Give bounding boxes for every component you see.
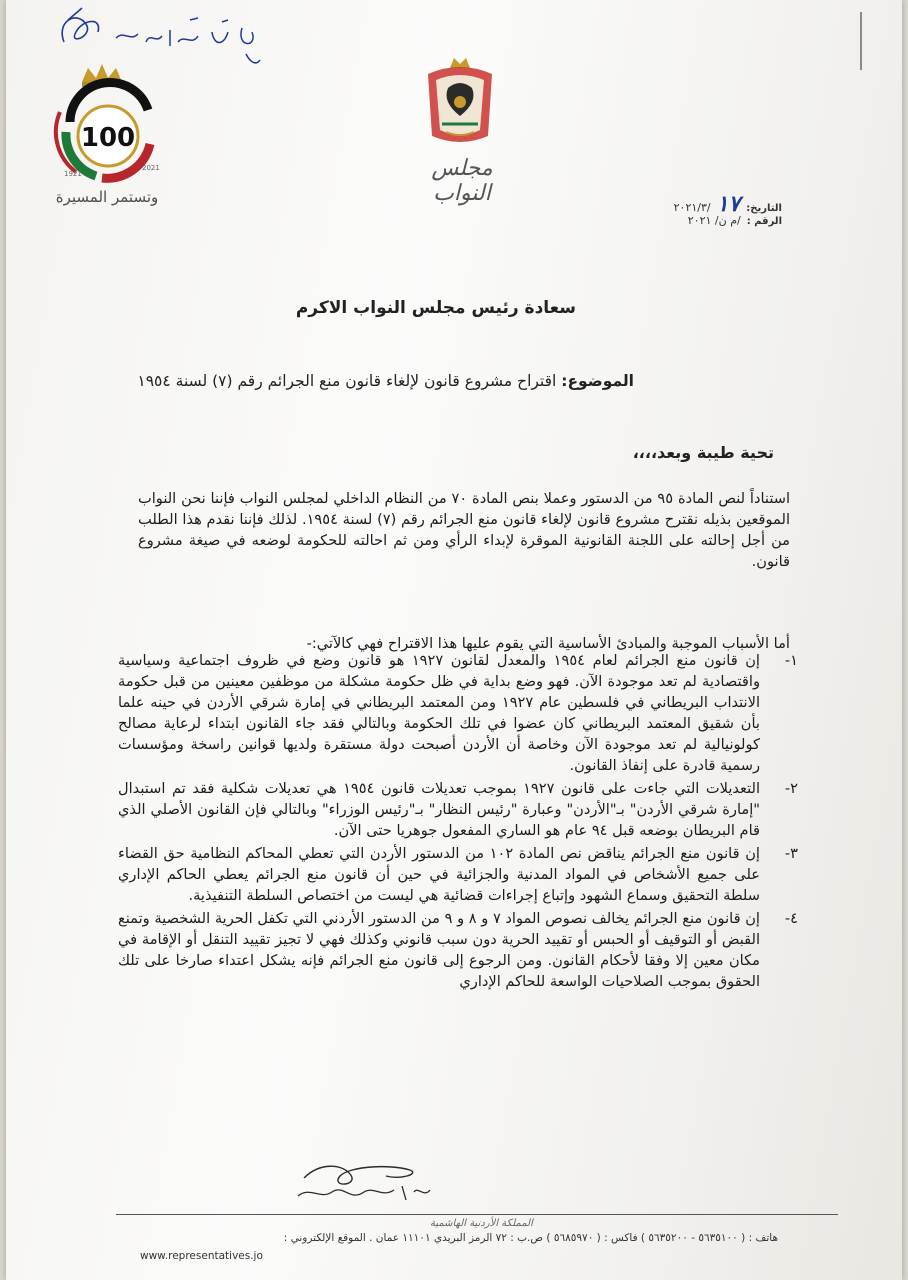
logo-tagline: وتستمر المسيرة [55, 188, 159, 206]
subject-text: اقتراح مشروع قانون لإلغاء قانون منع الجرائم رقم (٧) لسنة ١٩٥٤ [137, 372, 557, 390]
points-list [118, 650, 800, 994]
house-name: مجلس النواب [431, 156, 493, 206]
point-number: ٢- [784, 780, 798, 797]
subject-label: الموضوع: [561, 372, 634, 390]
footer-divider [116, 1214, 838, 1215]
centenary-logo [36, 52, 176, 212]
document-page [6, 0, 902, 1280]
staple-mark [860, 12, 862, 70]
point-text: إن قانون منع الجرائم لعام ١٩٥٤ والمعدل لقانون ١٩٢٧ هو قانون وضع في ظروف اجتماعية وسياسية واقتصادية لم تعد موجودة الآن. فهو وضع بداية في ظل حكومة مشكلة من موظفين معينين من قبل حكومة الانتداب البريطاني في فلسطين عام ١٩٢٧ ومن المعتمد البريطاني في إمارة شرقي الأردن في حينه علما بأن شقيق المعتمد البريطاني كان عضوا في تلك الحكومة وبالتالي فقد جاء القانون ابتداء لرعاية مصالح كولونيالية لم تعد موجودة الآن وخاصة أن الأردن أصبحت دولة مستقرة ولديها قوانين راسخة ومؤسسات رسمية قادرة على إنفاذ القانون. [118, 652, 760, 774]
footer-website-link[interactable]: www.representatives.jo [140, 1250, 263, 1262]
footer-emblem-text: المملكة الأردنية الهاشمية [430, 1218, 533, 1229]
logo-year-start: 1921 [64, 170, 82, 178]
point-text: التعديلات التي جاءت على قانون ١٩٢٧ بموجب تعديلات قانون ١٩٥٤ هي تعديلات شكلية فقد تم استبدال "إمارة شرقي الأردن" بـ"الأردن" وعبارة "رئيس النظار" بـ"رئيس الوزراء" وبالتالي فإن القانون الأصلي الذي قام البريطان بوضعه قبل ٩٤ عام هو الساري المفعول جوهريا حتى الآن. [118, 780, 760, 839]
bases-intro: أما الأسباب الموجبة والمبادئ الأساسية التي يقوم عليها هذا الاقتراح فهي كالآتي:- [306, 635, 790, 652]
list-item [118, 908, 800, 992]
date-line [673, 192, 782, 217]
point-number: ٣- [784, 845, 798, 862]
point-number: ٤- [784, 910, 798, 927]
number-label: الرقم : [746, 216, 782, 227]
reference-block [674, 192, 782, 236]
number-value: /م ن/ ٢٠٢١ [687, 214, 741, 227]
number-line [674, 214, 782, 236]
logo-year-end: 2021 [142, 164, 160, 172]
date-label: التاريخ: [746, 203, 782, 214]
list-item [118, 650, 800, 776]
date-day-handwritten: ١٧ [716, 192, 741, 217]
subject-line [137, 372, 634, 390]
point-text: إن قانون منع الجرائم يخالف نصوص المواد ٧ و ٨ و ٩ من الدستور الأردني التي تكفل الحرية الشخصية وتمنع القبض أو التوقيف أو الحبس أو تقييد الحرية دون سبب قانوني وكذلك فهي لا تجيز تقييد التنقل أو الإقامة في مكان معين إلا وفقا لأحكام القانون. ومن الرجوع إلى قانون منع الجرائم فإنه يشكل اعتداء صارخا على تلك الحقوق بموجب الصلاحيات الواسعة للحاكم الإداري [118, 910, 760, 990]
addressee: سعادة رئيس مجلس النواب الاكرم [295, 298, 576, 318]
point-text: إن قانون منع الجرائم يناقض نص المادة ١٠٢ من الدستور الأردن التي تعطي المحاكم النظامية حق القضاء على جميع الأشخاص في المواد المدنية والجزائية في حين أن قانون منع الجرائم يعطي الحاكم الإداري سلطة التحقيق وسماع الشهود وإتباع إجراءات قضائية هي ليست من اختصاص السلطة التنفيذية. [118, 845, 760, 904]
signature [290, 1156, 440, 1212]
intro-paragraph: استناداً لنص المادة ٩٥ من الدستور وعملا بنص المادة ٧٠ من النظام الداخلي لمجلس النواب فإننا نحن النواب الموقعين بذيله نقترح مشروع قانون لإلغاء قانون منع الجرائم رقم (٧) لسنة ١٩٥٤. لذلك فإننا نقدم هذا الطلب من أجل إحالته على اللجنة القانونية الموقرة لإبداء الرأي ومن ثم احالته للحكومة لوضعه في صيغة مشروع قانون. [138, 490, 791, 570]
point-number: ١- [784, 652, 798, 669]
royal-crest-icon [418, 54, 502, 148]
list-item [118, 778, 800, 841]
date-value: /٢٠٢١/٣ [673, 201, 711, 214]
centenary-emblem-icon [36, 52, 176, 192]
logo-number: 100 [80, 123, 136, 153]
list-item [118, 843, 800, 906]
greeting: تحية طيبة وبعد،،،، [632, 443, 774, 462]
footer-contact: هاتف : ( ٥٦٣٥١٠٠ - ٥٦٣٥٢٠٠ ) فاكس : ( ٥٦٨٥٩٧٠ ) ص.ب : ٧٢ الرمز البريدي ١١١٠١ عمان . الموقع الإلكتروني : [283, 1232, 778, 1244]
